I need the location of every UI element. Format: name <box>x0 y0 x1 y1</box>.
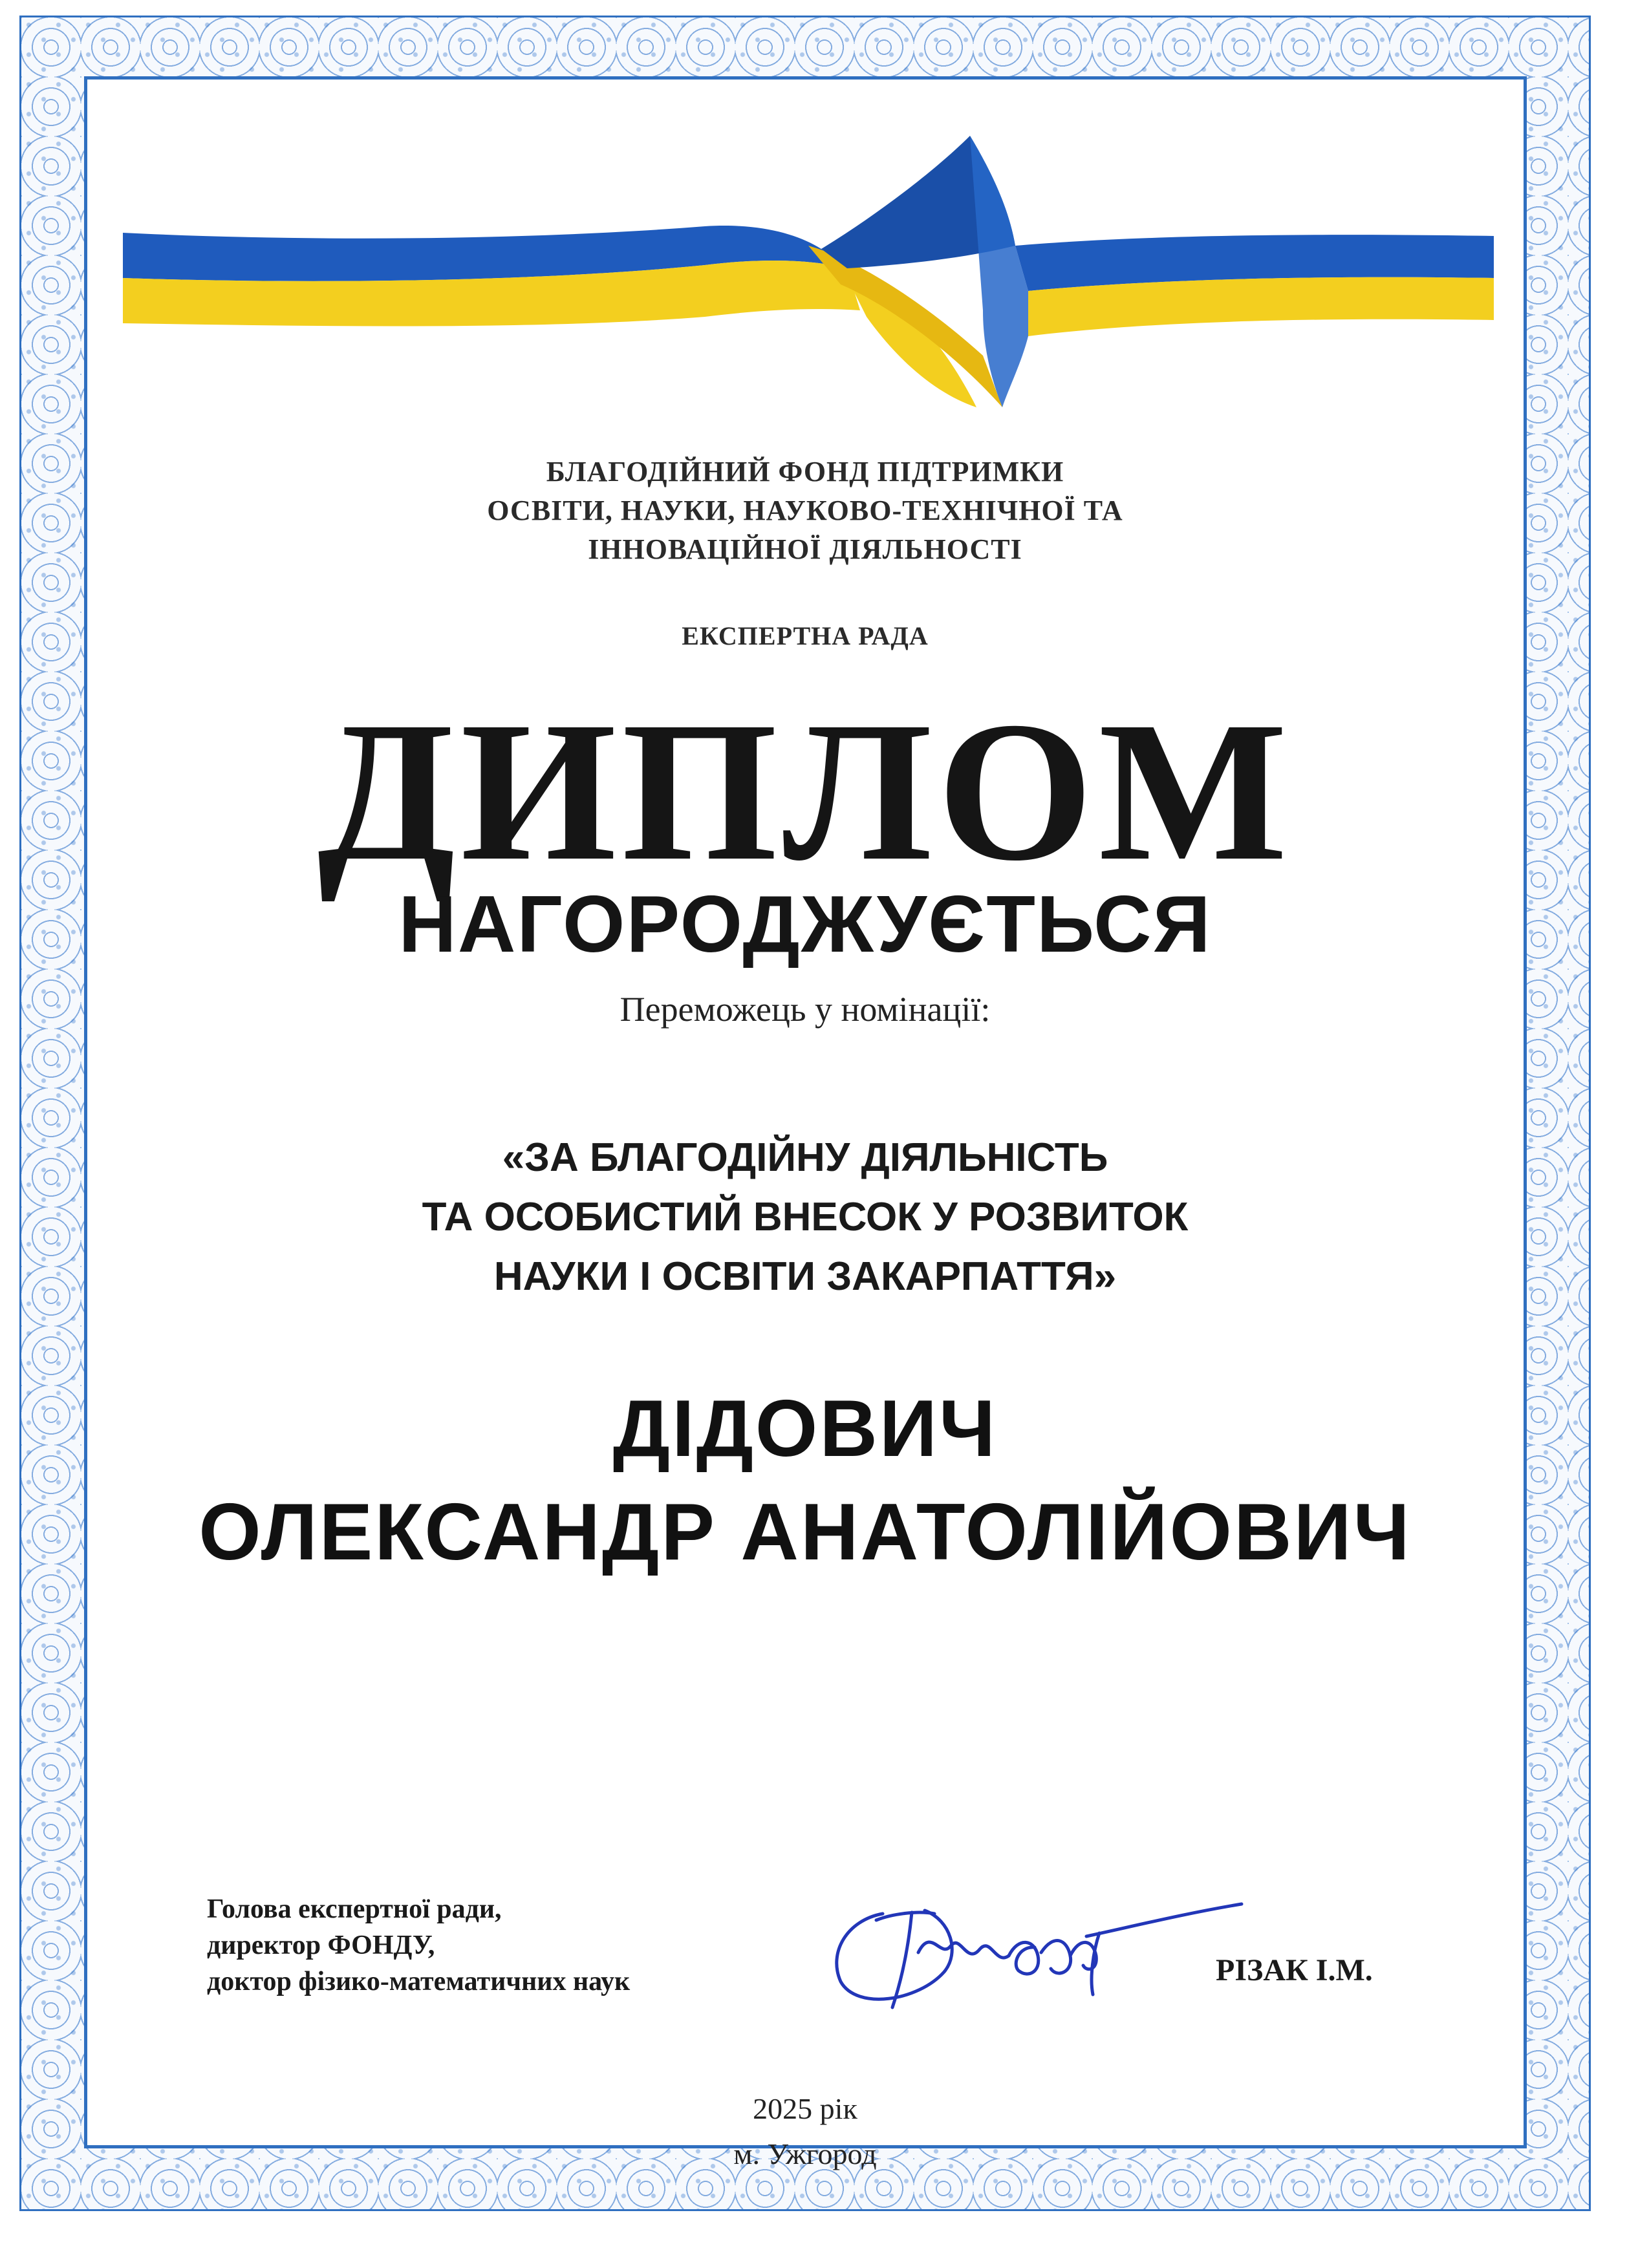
diploma-title: ДИПЛОМ <box>317 681 1293 903</box>
award-city: м. Ужгород <box>733 2137 877 2170</box>
ukrainian-flag-ribbon-icon <box>123 129 1494 420</box>
nomination-line-3: НАУКИ І ОСВІТИ ЗАКАРПАТТЯ» <box>493 1254 1117 1299</box>
award-year: 2025 рік <box>753 2092 857 2125</box>
signatory-line-1: Голова експертної ради, <box>207 1894 502 1924</box>
nomination-label: Переможець у номінації: <box>620 990 991 1029</box>
organization-name <box>91 453 1520 569</box>
nomination-title <box>91 1128 1520 1307</box>
organization-line-3: ІННОВАЦІЙНОЇ ДІЯЛЬНОСТІ <box>588 533 1022 565</box>
nomination-line-2: ТА ОСОБИСТИЙ ВНЕСОК У РОЗВИТОК <box>422 1195 1189 1239</box>
recipient-surname: ДІДОВИЧ <box>612 1384 998 1473</box>
signatory-line-2: директор ФОНДУ, <box>207 1931 435 1960</box>
recipient-given-names: ОЛЕКСАНДР АНАТОЛІЙОВИЧ <box>199 1488 1412 1577</box>
handwritten-signature-icon <box>821 1875 1248 2024</box>
expert-council-label: ЕКСПЕРТНА РАДА <box>682 621 929 650</box>
signatory-line-3: доктор фізико-математичних наук <box>207 1967 630 1996</box>
awarded-heading: НАГОРОДЖУЄТЬСЯ <box>398 880 1212 969</box>
organization-line-1: БЛАГОДІЙНИЙ ФОНД ПІДТРИМКИ <box>546 456 1064 487</box>
nomination-line-1: «ЗА БЛАГОДІЙНУ ДІЯЛЬНІСТЬ <box>502 1135 1108 1180</box>
signatory-title <box>207 1891 789 2000</box>
signatory-name: РІЗАК І.М. <box>1216 1953 1373 1987</box>
organization-line-2: ОСВІТИ, НАУКИ, НАУКОВО-ТЕХНІЧНОЇ ТА <box>487 495 1123 526</box>
